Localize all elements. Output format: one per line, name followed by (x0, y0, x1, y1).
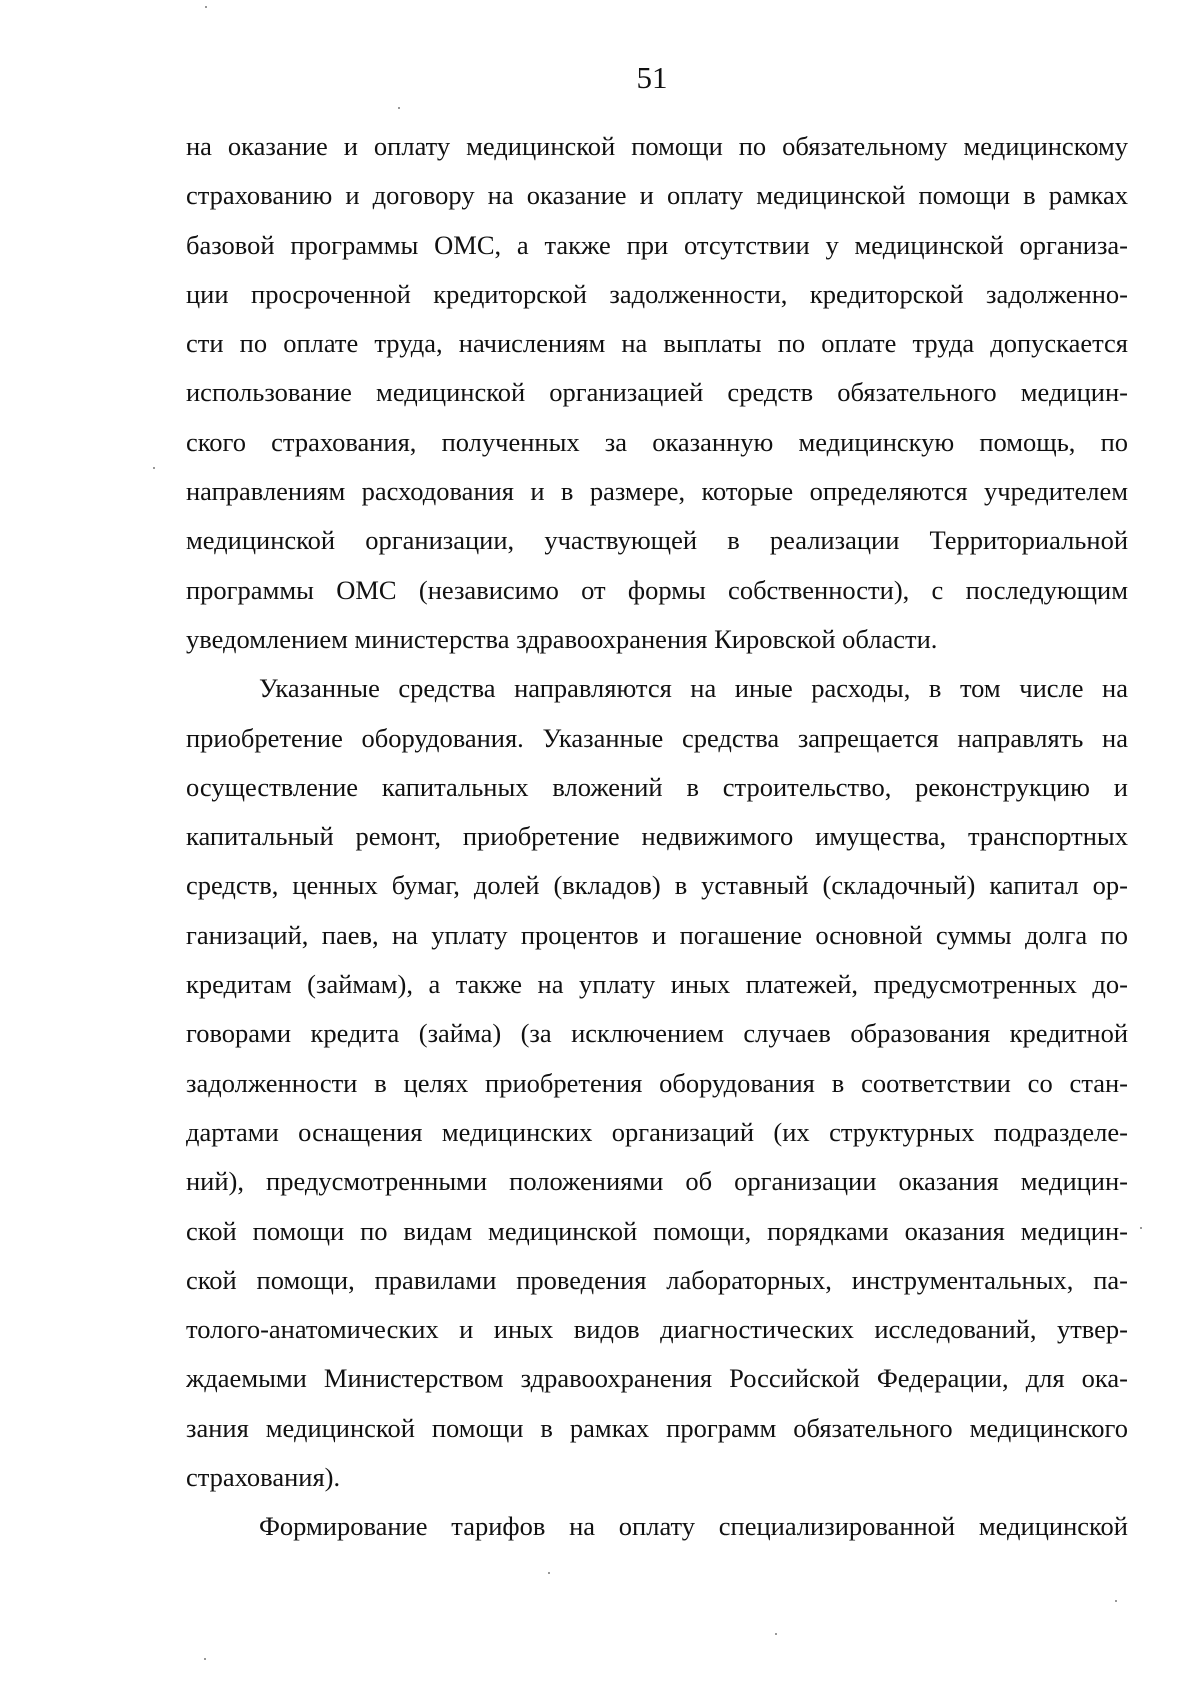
text-line: капитальный ремонт, приобретение недвижимого имущества, транспортных (186, 821, 1128, 852)
scan-speck (153, 467, 155, 469)
text-line: Указанные средства направляются на иные расходы, в том числе на (259, 673, 1128, 704)
text-line: ний), предусмотренными положениями об организации оказания медицин- (186, 1166, 1128, 1197)
text-line: медицинской организации, участвующей в реализации Территориальной (186, 525, 1128, 556)
text-line: ганизаций, паев, на уплату процентов и погашение основной суммы долга по (186, 919, 1128, 950)
scan-speck (1115, 1600, 1117, 1602)
text-line: направлениям расходования и в размере, которые определяются учредителем (186, 476, 1128, 507)
text-line: использование медицинской организацией средств обязательного медицин- (186, 377, 1128, 408)
text-line: Формирование тарифов на оплату специализированной медицинской (259, 1511, 1128, 1542)
text-line: толого-анатомических и иных видов диагностических исследований, утвер- (186, 1314, 1128, 1345)
text-line: на оказание и оплату медицинской помощи по обязательному медицинскому (186, 131, 1128, 161)
text-line: программы ОМС (независимо от формы собственности), с последующим (186, 574, 1128, 605)
scan-speck (204, 1658, 206, 1660)
text-line: ской помощи, правилами проведения лабораторных, инструментальных, па- (186, 1264, 1128, 1295)
scan-speck (775, 1633, 777, 1635)
text-line: страхования). (186, 1462, 341, 1493)
text-line: сти по оплате труда, начислениям на выплаты по оплате труда допускается (186, 328, 1128, 359)
text-line: говорами кредита (займа) (за исключением случаев образования кредитной (186, 1018, 1128, 1049)
text-line: ского страхования, полученных за оказанную медицинскую помощь, по (186, 426, 1128, 457)
text-line: ции просроченной кредиторской задолженности, кредиторской задолженно- (186, 278, 1128, 309)
text-line: кредитам (займам), а также на уплату иных платежей, предусмотренных до- (186, 969, 1128, 1000)
text-line: средств, ценных бумаг, долей (вкладов) в уставный (складочный) капитал ор- (186, 870, 1128, 901)
text-line: задолженности в целях приобретения оборудования в соответствии со стан- (186, 1067, 1128, 1098)
text-line: страхованию и договору на оказание и оплату медицинской помощи в рамках (186, 180, 1128, 211)
scan-speck (398, 107, 400, 109)
scan-speck (205, 6, 207, 8)
text-line: уведомлением министерства здравоохранения Кировской области. (186, 623, 938, 654)
text-line: зания медицинской помощи в рамках программ обязательного медицинского (186, 1412, 1128, 1443)
scan-speck (1140, 1227, 1142, 1229)
text-line: ждаемыми Министерством здравоохранения Российской Федерации, для ока- (186, 1363, 1128, 1394)
page-number: 51 (636, 60, 668, 95)
body-text (186, 122, 1128, 1552)
text-line: дартами оснащения медицинских организаций (их структурных подразделе- (186, 1116, 1128, 1147)
text-line: базовой программы ОМС, а также при отсутствии у медицинской организа- (186, 229, 1128, 260)
text-line: приобретение оборудования. Указанные средства запрещается направлять на (186, 722, 1128, 753)
text-line: ской помощи по видам медицинской помощи, порядками оказания медицин- (186, 1215, 1128, 1246)
text-line: осуществление капитальных вложений в строительство, реконструкцию и (186, 771, 1128, 802)
scan-speck (548, 1572, 550, 1574)
